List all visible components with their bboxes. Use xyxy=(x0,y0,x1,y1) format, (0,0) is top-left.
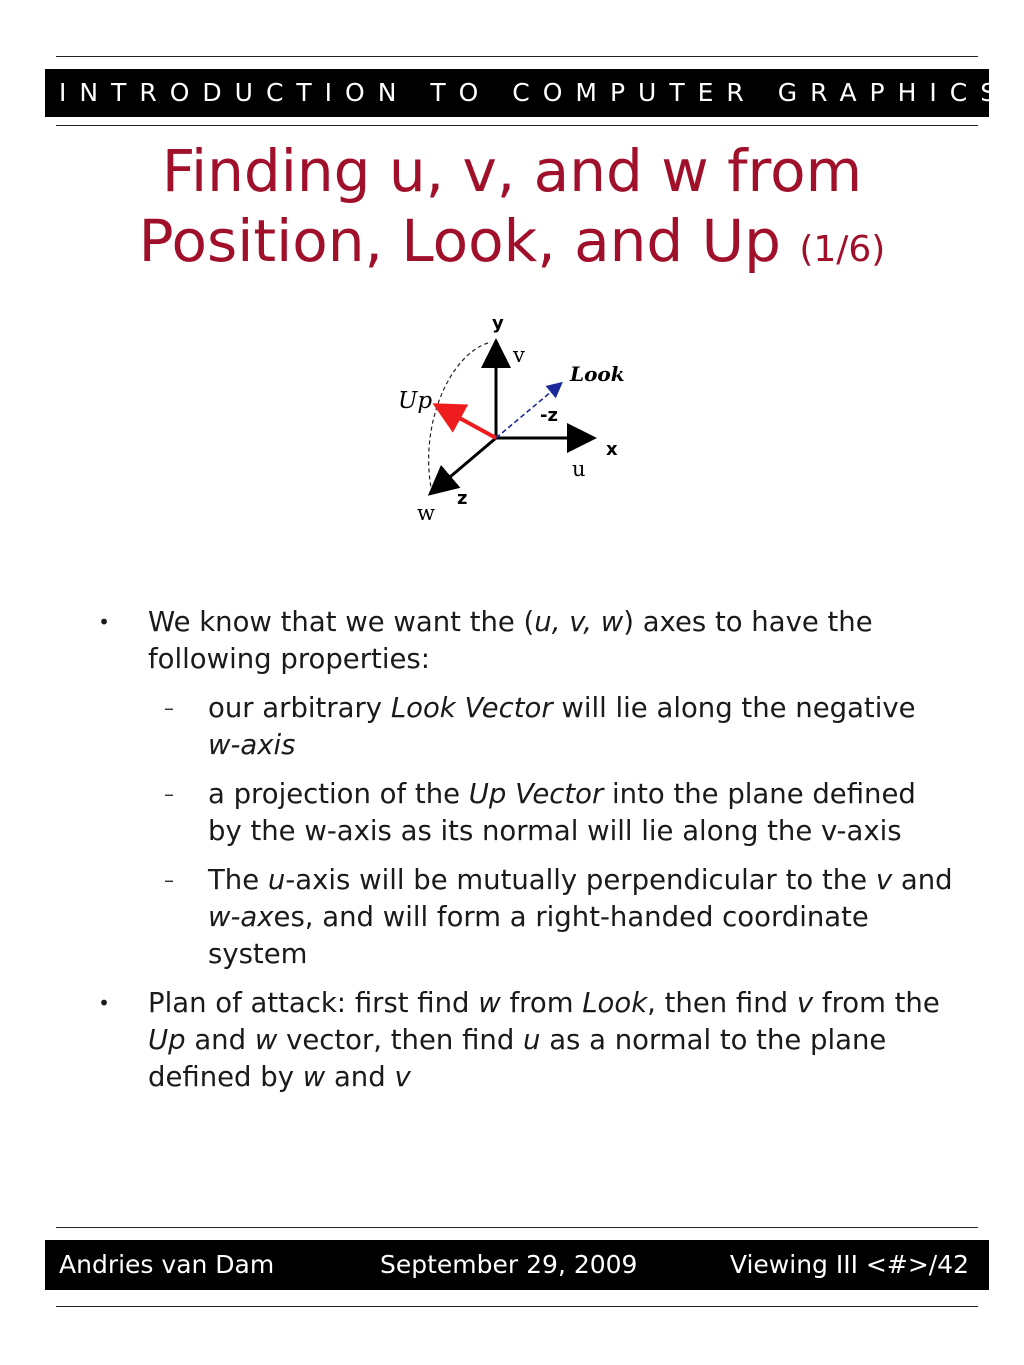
italic-run: w-axis xyxy=(208,729,296,761)
text-run: -axis will be mutually perpendicular to the xyxy=(285,864,876,896)
text-run: We know that we want the ( xyxy=(148,606,535,638)
w-axis-label: w xyxy=(417,501,435,525)
text-run: into the plane defined by the w-axis as its normal will lie along the v-axis xyxy=(208,778,916,847)
sub-list xyxy=(148,690,954,973)
italic-run: w xyxy=(302,1061,326,1093)
dash-marker: – xyxy=(164,782,174,806)
footer-bottom-rule xyxy=(56,1306,978,1307)
text-run: and xyxy=(892,864,953,896)
look-label: Look xyxy=(570,362,625,386)
text-run: vector, then find xyxy=(277,1024,524,1056)
footer-top-rule xyxy=(56,1227,978,1228)
italic-run: v xyxy=(394,1061,411,1093)
text-run: as a normal to the plane defined by xyxy=(148,1024,887,1093)
text-run: The xyxy=(208,864,268,896)
italic-run: v xyxy=(796,987,814,1019)
z-axis-arrow xyxy=(437,438,496,488)
text-run: ) axes to have the following properties: xyxy=(148,606,873,675)
dash-marker: – xyxy=(164,868,174,892)
italic-run: u, v, w xyxy=(534,606,624,638)
italic-run: w-ax xyxy=(208,901,274,933)
sub-item-up-vector xyxy=(94,776,954,850)
italic-run: Up Vector xyxy=(468,778,604,810)
text-run: from the xyxy=(813,987,940,1019)
slide-title xyxy=(0,136,1024,285)
title-line-1: Finding u, v, and w from xyxy=(161,137,863,205)
text-run: es, and will form a right-handed coordinate system xyxy=(208,901,869,970)
text-run: , then find xyxy=(647,987,797,1019)
italic-run: Look xyxy=(582,987,648,1019)
u-axis-label: u xyxy=(572,457,586,481)
bullet-item-plan-of-attack xyxy=(94,985,954,1096)
slide-body xyxy=(94,604,954,1108)
text-run: and xyxy=(185,1024,255,1056)
footer-page-number: Viewing III <#>/42 xyxy=(729,1250,969,1279)
bullet-marker: • xyxy=(98,610,110,634)
negative-z-label: -z xyxy=(540,405,558,426)
text-run: a projection of the xyxy=(208,778,469,810)
text-run: Plan of attack: first find xyxy=(148,987,479,1019)
uvw-axes-diagram xyxy=(380,305,650,535)
title-line-2-text: Position, Look, and Up xyxy=(138,207,781,275)
italic-run: u xyxy=(523,1024,541,1056)
x-axis-label: x xyxy=(606,439,618,460)
text-run: from xyxy=(500,987,583,1019)
italic-run: Up xyxy=(148,1024,186,1056)
text-run: will lie along the negative xyxy=(552,692,916,724)
sub-item-look-vector xyxy=(94,690,954,764)
title-page-indicator: (1/6) xyxy=(799,229,886,270)
y-axis-label: y xyxy=(492,313,504,334)
footer-author: Andries van Dam xyxy=(59,1250,275,1279)
italic-run: u xyxy=(267,864,286,896)
italic-run: w xyxy=(254,1024,278,1056)
v-axis-label: v xyxy=(513,343,525,367)
bullet-marker: • xyxy=(98,991,110,1015)
italic-run: Look Vector xyxy=(390,692,553,724)
up-vector-arrow xyxy=(443,409,496,438)
up-label: Up xyxy=(398,388,433,414)
sub-item-u-axis xyxy=(94,862,954,973)
text-run: and xyxy=(325,1061,395,1093)
course-title: INTRODUCTION TO COMPUTER GRAPHICS xyxy=(59,78,1010,107)
italic-run: v xyxy=(875,864,893,896)
z-axis-label: z xyxy=(457,488,468,509)
title-line-2 xyxy=(0,206,1024,285)
footer-band xyxy=(45,1240,989,1290)
header-top-rule xyxy=(56,56,978,57)
text-run: our arbitrary xyxy=(208,692,391,724)
footer-date: September 29, 2009 xyxy=(380,1250,638,1279)
bullet-item-properties xyxy=(94,604,954,973)
italic-run: w xyxy=(478,987,501,1019)
header-band xyxy=(45,69,1010,117)
dash-marker: – xyxy=(164,696,174,720)
header-bottom-rule xyxy=(56,125,978,126)
